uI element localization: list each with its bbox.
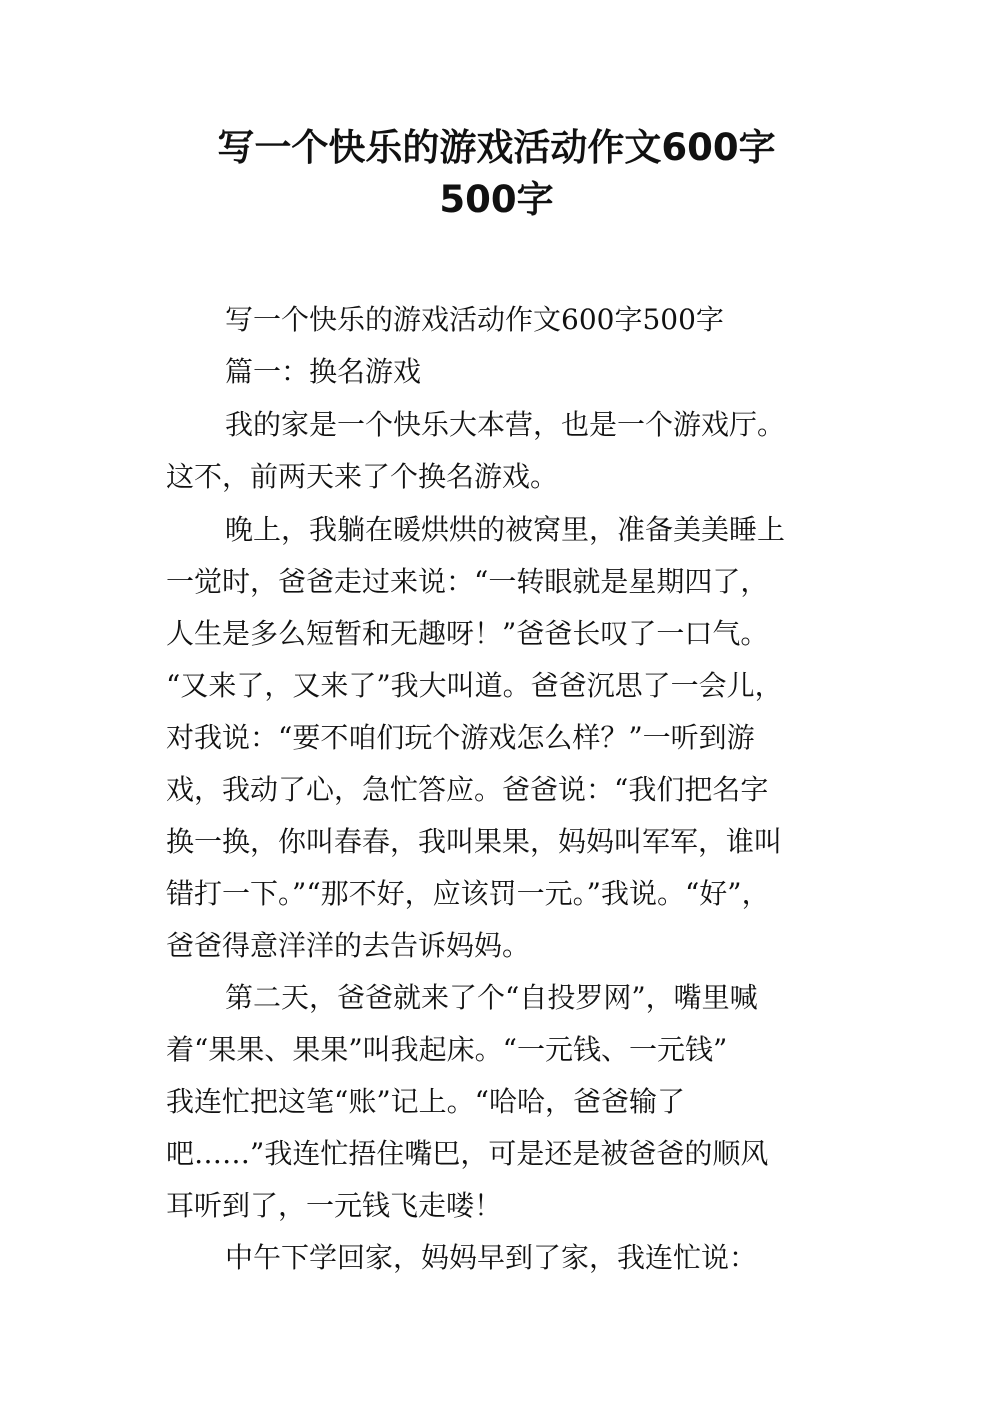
body-line: 错打一下。”“那不好，应该罚一元。”我说。“好”， [166,877,770,910]
body-line: 人生是多么短暂和无趣呀！”爸爸长叹了一口气。 [166,617,769,650]
body-line: 写一个快乐的游戏活动作文600字500字 [225,303,724,336]
body-line: 一觉时，爸爸走过来说：“一转眼就是星期四了， [166,565,769,598]
body-line: “又来了，又来了”我大叫道。爸爸沉思了一会儿， [166,669,783,702]
body-line: 晚上，我躺在暖烘烘的被窝里，准备美美睡上 [225,513,786,546]
body-line: 我的家是一个快乐大本营，也是一个游戏厅。 [225,408,786,441]
body-line: 戏，我动了心，急忙答应。爸爸说：“我们把名字 [166,773,769,806]
body-line: 这不，前两天来了个换名游戏。 [166,460,559,493]
body-line: 耳听到了，一元钱飞走喽！ [166,1189,503,1222]
document-title-line-2: 500字 [439,178,554,221]
body-line: 爸爸得意洋洋的去告诉妈妈。 [166,929,531,962]
body-line: 吧……”我连忙捂住嘴巴，可是还是被爸爸的顺风 [166,1137,769,1170]
document-title-line-1: 写一个快乐的游戏活动作文600字 [217,126,776,169]
body-line: 第二天，爸爸就来了个“自投罗网”，嘴里喊 [225,981,758,1014]
body-line: 对我说：“要不咱们玩个游戏怎么样？”一听到游 [166,721,755,754]
body-line: 我连忙把这笔“账”记上。“哈哈，爸爸输了 [166,1085,685,1118]
body-line: 着“果果、果果”叫我起床。“一元钱、一元钱” [166,1033,728,1066]
body-line: 中午下学回家，妈妈早到了家，我连忙说： [225,1241,758,1274]
body-line: 换一换，你叫春春，我叫果果，妈妈叫军军，谁叫 [166,825,783,858]
body-line: 篇一：换名游戏 [225,355,422,388]
